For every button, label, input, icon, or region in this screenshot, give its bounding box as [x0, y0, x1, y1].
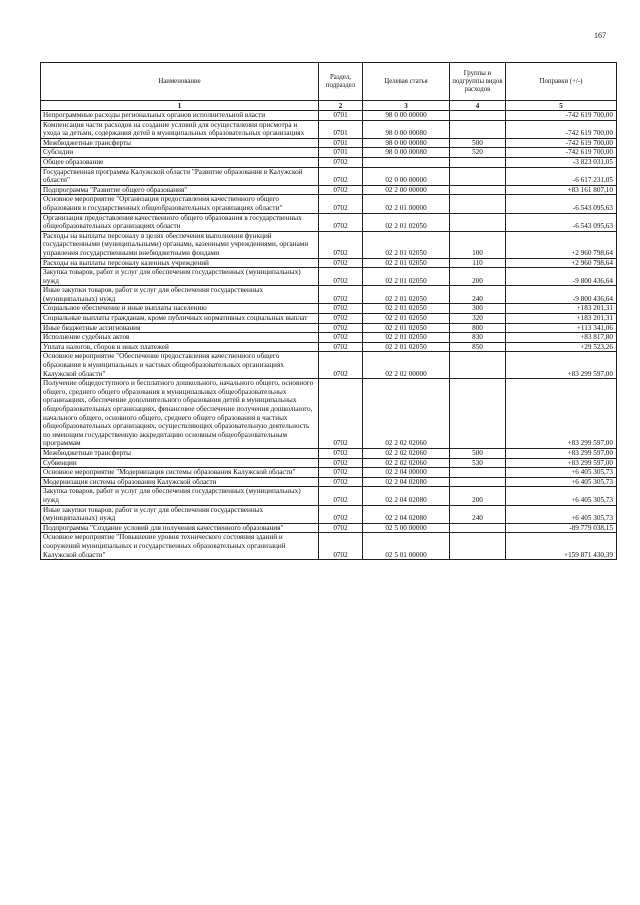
- row-amount: +183 201,31: [506, 304, 617, 314]
- row-target: 02 2 00 00000: [363, 185, 450, 195]
- table-row: [41, 533, 617, 560]
- row-group: 240: [450, 286, 506, 304]
- row-target: 02 2 01 02050: [363, 323, 450, 333]
- row-name: Межбюджетные трансферты: [41, 448, 319, 458]
- row-section: 0702: [319, 448, 363, 458]
- table-row: [41, 379, 617, 449]
- table-row: [41, 195, 617, 213]
- row-name: Расходы на выплаты персоналу казенных учреждений: [41, 258, 319, 268]
- row-name: Иные закупки товаров, работ и услуг для обеспечения государственных (муниципальных) нужд: [41, 505, 319, 523]
- row-name: Субсидии: [41, 148, 319, 158]
- row-group: [450, 468, 506, 478]
- row-amount: +6 405 305,73: [506, 505, 617, 523]
- row-target: 98 0 00 00080: [363, 120, 450, 138]
- row-group: [450, 533, 506, 560]
- row-name: Межбюджетные трансферты: [41, 138, 319, 148]
- row-section: 0702: [319, 379, 363, 449]
- row-group: 200: [450, 268, 506, 286]
- row-target: 02 2 02 00000: [363, 352, 450, 379]
- row-group: [450, 111, 506, 121]
- row-name: Компенсация части расходов на создание условий для осуществления присмотра и ухода за детьми, содержания детей в муниципальных образовательных организациях: [41, 120, 319, 138]
- row-amount: +6 405 305,73: [506, 477, 617, 487]
- row-name: Закупка товаров, работ и услуг для обеспечения государственных (муниципальных) нужд: [41, 268, 319, 286]
- row-section: 0702: [319, 268, 363, 286]
- header-amount: Поправки (+/-): [506, 63, 617, 101]
- row-group: 800: [450, 323, 506, 333]
- row-name: Основное мероприятие "Обеспечение предоставления качественного общего образования в муниципальных и частных общеобразовательных организациях Калужской области": [41, 352, 319, 379]
- row-amount: -742 619 700,00: [506, 148, 617, 158]
- row-target: 02 2 01 02050: [363, 342, 450, 352]
- row-name: Социальное обеспечение и иные выплаты населению: [41, 304, 319, 314]
- row-amount: -742 619 700,00: [506, 120, 617, 138]
- row-amount: +83 299 597,00: [506, 458, 617, 468]
- table-row: [41, 157, 617, 167]
- row-target: 02 5 00 00000: [363, 523, 450, 533]
- row-amount: +83 817,80: [506, 333, 617, 343]
- row-section: 0702: [319, 304, 363, 314]
- row-target: 02 2 01 02050: [363, 268, 450, 286]
- row-target: 02 2 01 02050: [363, 213, 450, 231]
- row-target: 02 2 01 02050: [363, 258, 450, 268]
- row-group: 500: [450, 138, 506, 148]
- row-amount: -9 800 436,64: [506, 268, 617, 286]
- row-name: Основное мероприятие "Организация предоставления качественного общего образования в государственных общеобразовательных организациях области": [41, 195, 319, 213]
- row-target: 02 2 01 02050: [363, 231, 450, 258]
- row-group: [450, 477, 506, 487]
- row-section: 0702: [319, 487, 363, 505]
- table-row: [41, 314, 617, 324]
- row-name: Получение общедоступного и бесплатного дошкольного, начального общего, основного общего, среднего общего образования в муниципальных общеобразовательных организациях, обеспечение дополнительного образования детей в муниципальных общеобразовательных организациях, финансовое обеспечение получения дошкольного, начального общего, основного общего, среднего общего образования в частных общеобразовательных организациях, осуществляющих образовательную деятельность по имеющим государственную аккредитацию основным общеобразовательным программам: [41, 379, 319, 449]
- row-section: 0702: [319, 458, 363, 468]
- row-name: Расходы на выплаты персоналу в целях обеспечения выполнения функций государственными (муниципальными) органами, казенными учреждениями, органами управления государственными внебюджетными фондами: [41, 231, 319, 258]
- row-section: 0702: [319, 157, 363, 167]
- row-target: 02 2 04 02080: [363, 477, 450, 487]
- row-name: Иные закупки товаров, работ и услуг для обеспечения государственных (муниципальных) нужд: [41, 286, 319, 304]
- row-target: 02 2 01 00000: [363, 195, 450, 213]
- row-target: 02 2 04 02080: [363, 487, 450, 505]
- row-target: 02 2 02 02060: [363, 458, 450, 468]
- row-target: 98 0 00 00080: [363, 148, 450, 158]
- row-group: 110: [450, 258, 506, 268]
- row-section: 0702: [319, 342, 363, 352]
- row-amount: +183 201,31: [506, 314, 617, 324]
- row-group: 320: [450, 314, 506, 324]
- row-name: Социальные выплаты гражданам, кроме публичных нормативных социальных выплат: [41, 314, 319, 324]
- row-target: 02 2 02 02060: [363, 448, 450, 458]
- row-section: 0702: [319, 505, 363, 523]
- row-section: 0702: [319, 333, 363, 343]
- row-amount: -6 543 095,63: [506, 195, 617, 213]
- table-row: [41, 268, 617, 286]
- row-target: 02 2 01 02050: [363, 333, 450, 343]
- row-name: Субвенции: [41, 458, 319, 468]
- row-target: 02 2 04 02080: [363, 505, 450, 523]
- row-target: 02 2 04 00000: [363, 468, 450, 478]
- row-group: 520: [450, 148, 506, 158]
- row-amount: -742 619 700,00: [506, 111, 617, 121]
- table-row: [41, 185, 617, 195]
- row-name: Уплата налогов, сборов и иных платежей: [41, 342, 319, 352]
- header-name: Наименование: [41, 63, 319, 101]
- row-name: Государственная программа Калужской области "Развитие образования в Калужской области": [41, 167, 319, 185]
- row-section: 0702: [319, 468, 363, 478]
- row-section: 0702: [319, 533, 363, 560]
- table-row: [41, 304, 617, 314]
- row-group: [450, 213, 506, 231]
- row-section: 0702: [319, 286, 363, 304]
- row-name: Иные бюджетные ассигнования: [41, 323, 319, 333]
- row-target: 02 2 02 02060: [363, 379, 450, 449]
- row-name: Подпрограмма "Развитие общего образования": [41, 185, 319, 195]
- column-number: 3: [363, 101, 450, 111]
- row-target: 98 0 00 00080: [363, 138, 450, 148]
- row-amount: -6 543 095,63: [506, 213, 617, 231]
- row-section: 0702: [319, 195, 363, 213]
- table-row: [41, 120, 617, 138]
- row-section: 0702: [319, 352, 363, 379]
- row-amount: +83 299 597,00: [506, 352, 617, 379]
- table-row: [41, 487, 617, 505]
- row-section: 0702: [319, 314, 363, 324]
- row-name: Подпрограмма "Создание условий для получения качественного образования": [41, 523, 319, 533]
- row-group: 530: [450, 458, 506, 468]
- row-group: [450, 195, 506, 213]
- row-section: 0702: [319, 185, 363, 195]
- row-group: 850: [450, 342, 506, 352]
- row-group: [450, 379, 506, 449]
- row-group: 100: [450, 231, 506, 258]
- row-target: 02 2 01 02050: [363, 286, 450, 304]
- row-section: 0702: [319, 523, 363, 533]
- table-row: [41, 333, 617, 343]
- row-amount: +2 960 798,64: [506, 258, 617, 268]
- row-section: 0701: [319, 138, 363, 148]
- row-section: 0702: [319, 167, 363, 185]
- table-row: [41, 138, 617, 148]
- row-target: 02 0 00 00000: [363, 167, 450, 185]
- row-target: 98 0 00 00000: [363, 111, 450, 121]
- row-target: 02 2 01 02050: [363, 304, 450, 314]
- row-amount: +83 161 807,10: [506, 185, 617, 195]
- table-row: [41, 352, 617, 379]
- table-row: [41, 323, 617, 333]
- row-amount: -3 823 031,05: [506, 157, 617, 167]
- table-row: [41, 523, 617, 533]
- row-section: 0702: [319, 258, 363, 268]
- table-row: [41, 231, 617, 258]
- column-numbering-row: [41, 101, 617, 111]
- row-section: 0702: [319, 213, 363, 231]
- row-target: 02 5 01 00000: [363, 533, 450, 560]
- row-group: 240: [450, 505, 506, 523]
- row-name: Общее образование: [41, 157, 319, 167]
- row-amount: +113 341,06: [506, 323, 617, 333]
- row-group: 200: [450, 487, 506, 505]
- table-row: [41, 167, 617, 185]
- row-name: Закупка товаров, работ и услуг для обеспечения государственных (муниципальных) нужд: [41, 487, 319, 505]
- row-group: [450, 523, 506, 533]
- row-group: [450, 185, 506, 195]
- row-name: Непрограммные расходы региональных органов исполнительной власти: [41, 111, 319, 121]
- table-row: [41, 505, 617, 523]
- row-section: 0701: [319, 148, 363, 158]
- row-name: Модернизация системы образования Калужской области: [41, 477, 319, 487]
- row-name: Основное мероприятие "Повышение уровня технического состояния зданий и сооружений муниципальных и государственных образовательных организаций Калужской области": [41, 533, 319, 560]
- column-number: 4: [450, 101, 506, 111]
- column-number: 2: [319, 101, 363, 111]
- row-amount: -6 617 231,05: [506, 167, 617, 185]
- row-section: 0702: [319, 323, 363, 333]
- header-section: Раздел, подраздел: [319, 63, 363, 101]
- row-group: [450, 120, 506, 138]
- header-group: Группы и подгруппы видов расходов: [450, 63, 506, 101]
- row-amount: +2 960 798,64: [506, 231, 617, 258]
- row-section: 0701: [319, 111, 363, 121]
- table-row: [41, 111, 617, 121]
- row-group: [450, 167, 506, 185]
- table-row: [41, 448, 617, 458]
- row-name: Исполнение судебных актов: [41, 333, 319, 343]
- row-group: 500: [450, 448, 506, 458]
- row-amount: +6 405 305,73: [506, 487, 617, 505]
- row-group: [450, 157, 506, 167]
- row-amount: +83 299 597,00: [506, 448, 617, 458]
- row-target: 02 2 01 02050: [363, 314, 450, 324]
- table-row: [41, 258, 617, 268]
- row-name: Организация предоставления качественного общего образования в государственных общеобразовательных организациях области: [41, 213, 319, 231]
- row-group: 830: [450, 333, 506, 343]
- row-amount: -742 619 700,00: [506, 138, 617, 148]
- row-amount: +29 523,26: [506, 342, 617, 352]
- row-name: Основное мероприятие "Модернизация системы образования Калужской области": [41, 468, 319, 478]
- table-header-row: [41, 63, 617, 101]
- column-number: 5: [506, 101, 617, 111]
- header-target: Целевая статья: [363, 63, 450, 101]
- row-amount: -9 800 436,64: [506, 286, 617, 304]
- row-amount: -89 779 038,15: [506, 523, 617, 533]
- row-group: 300: [450, 304, 506, 314]
- row-amount: +6 405 305,73: [506, 468, 617, 478]
- row-group: [450, 352, 506, 379]
- table-row: [41, 342, 617, 352]
- row-section: 0701: [319, 120, 363, 138]
- row-section: 0702: [319, 231, 363, 258]
- budget-amendments-table: [40, 62, 617, 560]
- table-row: [41, 148, 617, 158]
- row-amount: +159 871 430,39: [506, 533, 617, 560]
- row-target: [363, 157, 450, 167]
- table-row: [41, 286, 617, 304]
- row-amount: +83 299 597,00: [506, 379, 617, 449]
- row-section: 0702: [319, 477, 363, 487]
- table-row: [41, 213, 617, 231]
- column-number: 1: [41, 101, 319, 111]
- page-number: 167: [594, 31, 606, 40]
- table-row: [41, 458, 617, 468]
- table-row: [41, 477, 617, 487]
- table-row: [41, 468, 617, 478]
